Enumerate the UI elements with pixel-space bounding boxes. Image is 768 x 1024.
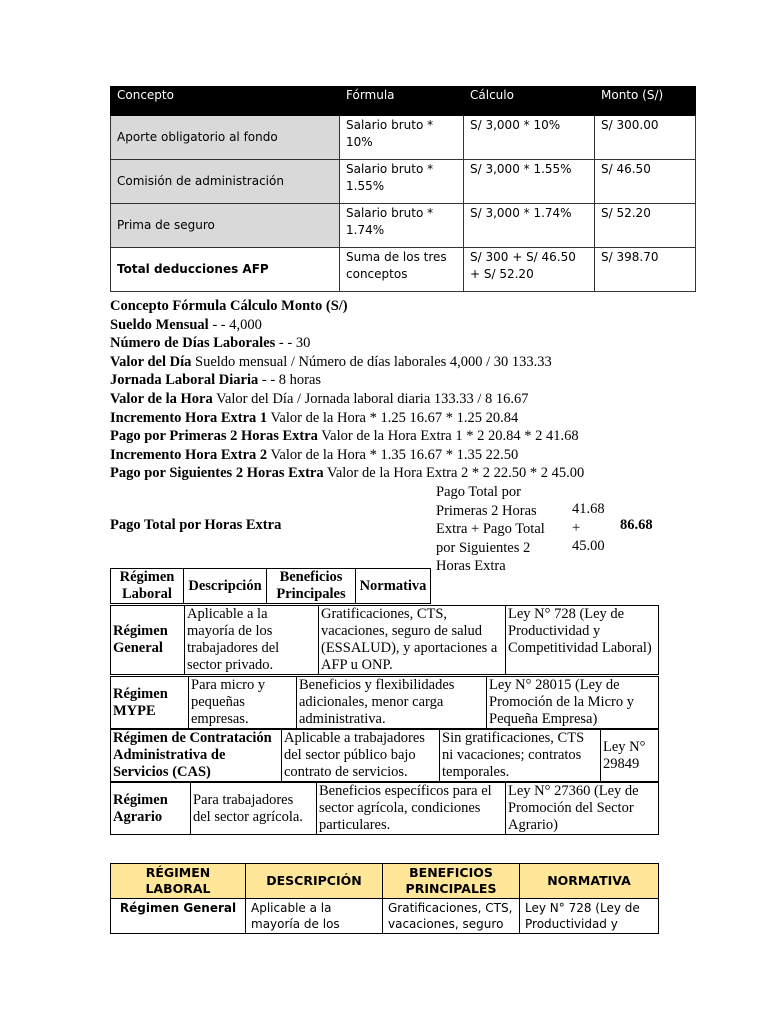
regimen-law: Ley N° 27360 (Ley de Promoción del Sector Agrario) [506,783,659,835]
overtime-line: Sueldo Mensual - - 4,000 [110,316,262,333]
header-concepto: Concepto [111,87,340,116]
regimen-law: Ley N° 728 (Ley de Productividad y [520,899,659,934]
formula-cell: Salario bruto * 1.55% [340,160,464,204]
regimen-law: Ley N° 28015 (Ley de Promoción de la Micro y Pequeña Empresa) [487,677,659,729]
regimen-description: Aplicable a trabajadores del sector público bajo contrato de servicios. [282,730,440,782]
header-normativa: NORMATIVA [520,864,659,899]
regimen-table-styled [110,863,659,934]
formula-cell: Salario bruto * 1.74% [340,204,464,248]
amount-cell: S/ 300.00 [595,116,696,160]
overtime-line: Incremento Hora Extra 2 Valor de la Hora * 1.35 16.67 * 1.35 22.50 [110,446,519,463]
overtime-line: Pago por Primeras 2 Horas Extra Valor de la Hora Extra 1 * 2 20.84 * 2 41.68 [110,428,579,445]
concept-cell: Prima de seguro [111,204,340,248]
total-row [111,248,696,292]
regimen-row-general [110,605,659,675]
regimen-row-agrario [110,782,659,835]
header-descripcion: Descripción [184,569,267,604]
regimen-name: Régimen General [111,899,246,934]
regimen-description: Para trabajadores del sector agrícola. [191,783,317,835]
regimen-law: Ley N° 728 (Ley de Productividad y Competitividad Laboral) [506,606,659,675]
overtime-total-label: Pago Total por Horas Extra [110,517,282,533]
regimen-row-cas [110,729,659,782]
amount-cell: S/ 398.70 [595,248,696,292]
overtime-total-formula: Pago Total por Primeras 2 Horas Extra + Pago Total por Siguientes 2 Horas Extra [436,484,545,575]
header-regimen: Régimen Laboral [111,569,184,604]
table-row [111,899,659,934]
table-header-row [111,87,696,116]
regimen-row-mype [110,676,659,729]
header-beneficios: Beneficios Principales [267,569,356,604]
regimen-benefits: Sin gratificaciones, CTS ni vacaciones; contratos temporales. [440,730,601,782]
overtime-total-calc: 41.68 + 45.00 [572,501,605,555]
amount-cell: S/ 52.20 [595,204,696,248]
header-monto: Monto (S/) [595,87,696,116]
afp-deductions-table [110,86,696,292]
table-row [111,160,696,204]
regimen-law: Ley N° 29849 [601,730,659,782]
regimen-name: Régimen de Contratación Administrativa de Servicios (CAS) [111,730,282,782]
table-row [111,204,696,248]
overtime-line: Valor del Día Sueldo mensual / Número de días laborales 4,000 / 30 133.33 [110,353,552,370]
regimen-name: Régimen MYPE [111,677,189,729]
overtime-header: Concepto Fórmula Cálculo Monto (S/) [110,298,348,314]
regimen-description: Aplicable a la mayoría de los trabajadores del sector privado. [185,606,319,675]
header-regimen: RÉGIMEN LABORAL [111,864,246,899]
regimen-name: Régimen Agrario [111,783,191,835]
regimen-description: Para micro y pequeñas empresas. [189,677,297,729]
regimen-benefits: Beneficios y flexibilidades adicionales, menor carga administrativa. [297,677,487,729]
table-row [111,116,696,160]
regimen-name: Régimen General [111,606,185,675]
regimen-benefits: Gratificaciones, CTS, vacaciones, seguro de salud (ESSALUD), y aportaciones a AFP u ONP. [319,606,506,675]
overtime-total-block [110,483,670,575]
regimen-description: Aplicable a la mayoría de los [246,899,383,934]
overtime-calculation-block [110,297,750,483]
concept-cell: Aporte obligatorio al fondo [111,116,340,160]
concept-cell: Total deducciones AFP [111,248,340,292]
header-formula: Fórmula [340,87,464,116]
calc-cell: S/ 3,000 * 1.74% [464,204,595,248]
calc-cell: S/ 3,000 * 10% [464,116,595,160]
header-normativa: Normativa [356,569,431,604]
calc-cell: S/ 3,000 * 1.55% [464,160,595,204]
header-calculo: Cálculo [464,87,595,116]
overtime-line: Valor de la Hora Valor del Día / Jornada laboral diaria 133.33 / 8 16.67 [110,390,529,407]
regimen-benefits: Beneficios específicos para el sector agrícola, condiciones particulares. [317,783,506,835]
formula-cell: Suma de los tres conceptos [340,248,464,292]
overtime-line: Número de Días Laborales - - 30 [110,335,311,352]
regimen-table-header [110,568,431,604]
header-descripcion: DESCRIPCIÓN [246,864,383,899]
overtime-line: Jornada Laboral Diaria - - 8 horas [110,372,322,389]
formula-cell: Salario bruto * 10% [340,116,464,160]
calc-cell: S/ 300 + S/ 46.50 + S/ 52.20 [464,248,595,292]
amount-cell: S/ 46.50 [595,160,696,204]
table-header-row [111,864,659,899]
overtime-line: Pago por Siguientes 2 Horas Extra Valor de la Hora Extra 2 * 2 22.50 * 2 45.00 [110,465,585,482]
concept-cell: Comisión de administración [111,160,340,204]
header-beneficios: BENEFICIOS PRINCIPALES [383,864,520,899]
overtime-line: Incremento Hora Extra 1 Valor de la Hora * 1.25 16.67 * 1.25 20.84 [110,409,519,426]
overtime-total-result: 86.68 [620,517,653,533]
regimen-benefits: Gratificaciones, CTS, vacaciones, seguro [383,899,520,934]
